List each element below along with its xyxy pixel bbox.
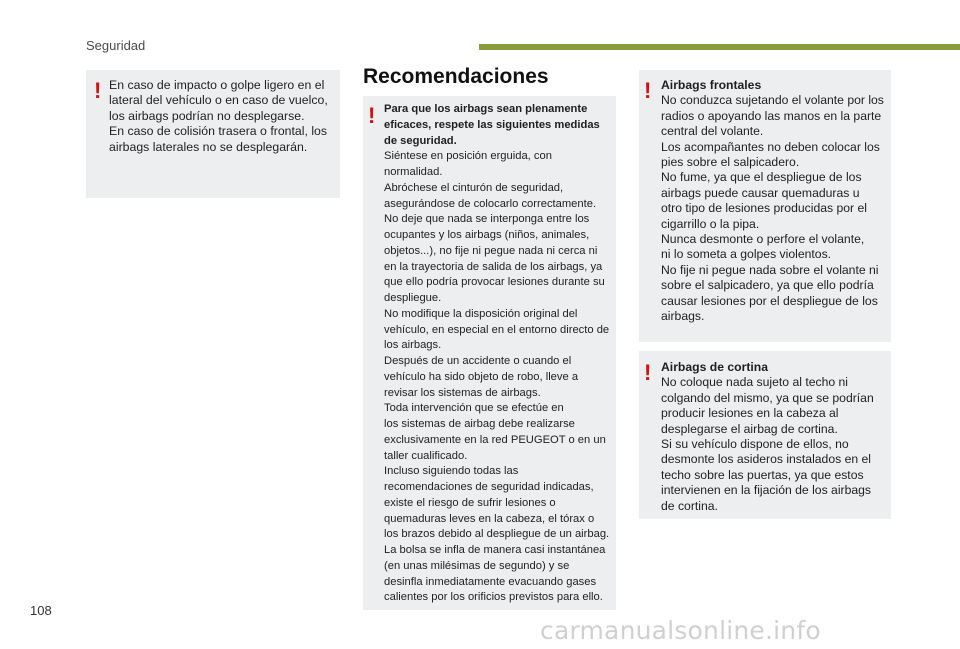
text-line: airbags laterales no se desplegarán. — [109, 139, 308, 154]
curtain-airbags-box — [639, 351, 891, 519]
text-line-bold: de seguridad. — [384, 134, 457, 147]
text-line: otro tipo de lesiones producidas por el — [661, 201, 867, 216]
text-line: No modifique la disposición original del — [384, 307, 578, 320]
text-line: colgando del mismo, ya que se podrían — [661, 390, 874, 405]
text-line: radios o apoyando las manos en la parte — [661, 108, 882, 123]
text-line: asegurándose de colocarlo correctamente. — [384, 197, 597, 210]
left-warning-text — [109, 78, 337, 155]
text-line: recomendaciones de seguridad indicadas, — [384, 481, 594, 493]
text-line: objetos...), no fije ni pegue nada ni cerca ni — [384, 244, 598, 257]
text-line: revisar los sistemas de airbags. — [384, 386, 541, 399]
text-line-bold: eficaces, respete las siguientes medidas — [384, 118, 600, 131]
text-line: pies sobre el salpicadero. — [661, 155, 800, 170]
exclamation-warning-icon: ! — [644, 78, 652, 103]
text-line: Siéntese en posición erguida, con — [384, 150, 552, 163]
text-line: desplegarse el airbag de cortina. — [661, 421, 838, 436]
text-line: Nunca desmonte o perfore el volante, — [661, 232, 865, 247]
text-line: Incluso siguiendo todas las — [384, 465, 519, 478]
text-line: No fume, ya que el despliegue de los — [661, 170, 862, 185]
text-line: No deje que nada se interponga entre los — [384, 213, 590, 226]
text-line: quemaduras leves en la cabeza, el tórax o — [384, 512, 595, 525]
text-line: ni lo someta a golpes violentos. — [661, 247, 832, 262]
text-line: los airbags. — [384, 339, 442, 352]
text-line: causar lesiones por el despliegue de los — [661, 293, 878, 308]
text-line: desinfla inmediatamente evacuando gases — [384, 575, 597, 588]
frontal-airbags-text — [661, 78, 891, 325]
text-line: de cortina. — [661, 498, 718, 513]
text-line: No fije ni pegue nada sobre el volante ni — [661, 262, 879, 277]
text-line: en la trayectoria de salida de los airbags, ya — [384, 260, 603, 273]
text-line: ocupantes y los airbags (niños, animales, — [384, 229, 590, 241]
exclamation-warning-icon: ! — [368, 103, 376, 128]
text-line: sobre el salpicadero, ya que ello podría — [661, 278, 874, 293]
text-line: Si su vehículo dispone de ellos, no — [661, 437, 849, 452]
text-line: vehículo, en especial en el entorno directo de — [384, 323, 610, 336]
section-heading: Recomendaciones — [363, 65, 549, 88]
text-line: producir lesiones en la cabeza al — [661, 406, 839, 421]
text-line: No conduzca sujetando el volante por los — [661, 93, 884, 108]
text-line: los brazos debido al despliegue de un airbag. — [384, 528, 610, 541]
text-line: airbags puede causar quemaduras u — [661, 185, 860, 200]
text-line: despliegue. — [384, 292, 442, 304]
text-line: normalidad. — [384, 166, 443, 178]
text-line: taller cualificado. — [384, 449, 468, 462]
recommendations-text — [384, 102, 615, 606]
text-line: existe el riesgo de sufrir lesiones o — [384, 496, 556, 509]
text-line: Los acompañantes no deben colocar los — [661, 139, 880, 154]
text-line: cigarrillo o la pipa. — [661, 216, 760, 231]
text-line: La bolsa se infla de manera casi instantánea — [384, 544, 606, 556]
exclamation-warning-icon: ! — [94, 78, 102, 103]
exclamation-warning-icon: ! — [644, 360, 652, 385]
text-line: Después de un accidente o cuando el — [384, 355, 572, 367]
text-line: vehículo ha sido objeto de robo, lleve a — [384, 370, 579, 383]
text-line: En caso de impacto o golpe ligero en el — [109, 78, 325, 92]
page-number: 108 — [30, 603, 52, 618]
text-line: No coloque nada sujeto al techo ni — [661, 375, 849, 390]
text-line: airbags. — [661, 309, 705, 324]
box-title: Airbags frontales — [661, 78, 762, 92]
text-line: Abróchese el cinturón de seguridad, — [384, 181, 564, 194]
frontal-airbags-box — [639, 70, 891, 342]
curtain-airbags-text — [661, 360, 891, 514]
text-line: techo sobre las puertas, ya que estos — [661, 467, 864, 482]
box-title: Airbags de cortina — [661, 360, 769, 374]
header-accent-bar — [479, 44, 960, 50]
text-line: desmonte los asideros instalados en el — [661, 452, 872, 467]
text-line: los sistemas de airbag debe realizarse — [384, 418, 575, 430]
text-line: En caso de colisión trasera o frontal, los — [109, 124, 328, 139]
text-line: (en unas milésimas de segundo) y se — [384, 559, 570, 572]
text-line: intervienen en la fijación de los airbags — [661, 483, 872, 498]
text-line: Toda intervención que se efectúe en — [384, 402, 564, 415]
left-warning-box — [86, 70, 340, 198]
text-line-bold: Para que los airbags sean plenamente — [384, 103, 588, 115]
text-line: que ello podría provocar lesiones durante su — [384, 276, 605, 289]
text-line: lateral del vehículo o en caso de vuelco, — [109, 93, 328, 108]
section-label: Seguridad — [86, 38, 146, 53]
watermark: carmanualsonline.info — [540, 616, 821, 645]
recommendations-box — [363, 96, 616, 610]
text-line: exclusivamente en la red PEUGEOT o en un — [384, 433, 606, 446]
text-line: central del volante. — [661, 124, 764, 139]
text-line: los airbags podrían no desplegarse. — [109, 108, 305, 123]
text-line: calientes por los orificios previstos para ello. — [384, 591, 603, 604]
